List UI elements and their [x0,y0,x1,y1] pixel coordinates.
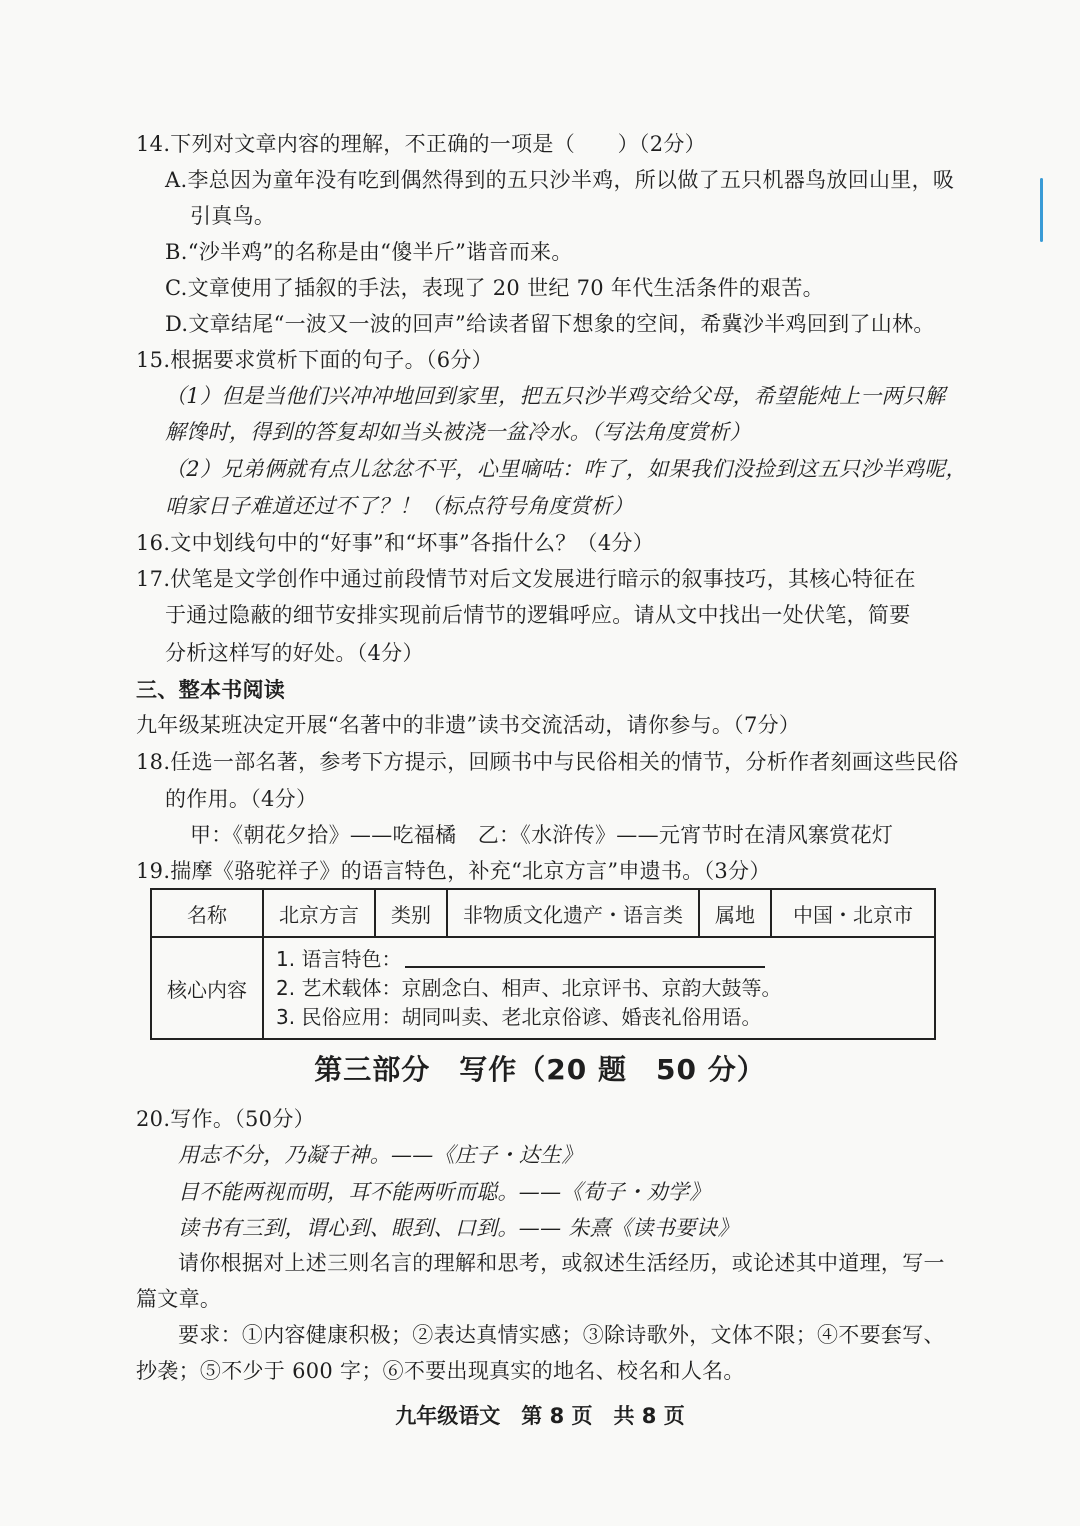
q20-requirements-cont: 抄袭；⑤不少于 600 字；⑥不要出现真实的地名、校名和人名。 [136,1359,745,1383]
activity-intro: 九年级某班决定开展“名著中的非遗”读书交流活动，请你参与。（7分） [136,713,801,737]
q18-line2: 的作用。（4分） [165,787,318,811]
q14-stem: 14.下列对文章内容的理解，不正确的一项是（ ）（2分） [136,132,706,156]
table-row [151,889,935,937]
core-content-cell [263,937,935,1039]
core-item-1 [276,944,922,974]
q14-option-c: C.文章使用了插叙的手法，表现了 20 世纪 70 年代生活条件的艰苦。 [165,276,824,300]
core-item-1-label: 1. 语言特色： [276,947,402,971]
q14-option-a: A.李总因为童年没有吃到偶然得到的五只沙半鸡，所以做了五只机器鸟放回山里，吸 [165,168,955,192]
blue-pen-mark [1040,178,1043,242]
type-value-cell: 非物质文化遗产・语言类 [447,889,699,937]
q19: 19.揣摩《骆驼祥子》的语言特色，补充“北京方言”申遗书。（3分） [136,859,771,883]
section-heading: 三、整本书阅读 [136,677,286,702]
q17-line2: 于通过隐蔽的细节安排实现前后情节的逻辑呼应。请从文中找出一处伏笔，简要 [165,603,911,627]
q18-line1: 18.任选一部名著，参考下方提示，回顾书中与民俗相关的情节，分析作者刻画这些民俗 [136,750,959,774]
name-value-cell: 北京方言 [263,889,375,937]
q17-line1: 17.伏笔是文学创作中通过前段情节对后文发展进行暗示的叙事技巧，其核心特征在 [136,567,916,591]
q14-option-d: D.文章结尾“一波又一波的回声”给读者留下想象的空间，希冀沙半鸡回到了山林。 [165,312,935,336]
q20-quote-3: 读书有三到，谓心到、眼到、口到。—— 朱熹《读书要诀》 [178,1216,739,1240]
page-footer: 九年级语文 第 8 页 共 8 页 [395,1404,685,1428]
q14-option-a-cont: 引真鸟。 [190,204,276,228]
core-item-2: 2. 艺术载体：京剧念白、相声、北京评书、京韵大鼓等。 [276,976,782,1000]
place-value-cell: 中国・北京市 [771,889,935,937]
q16: 16.文中划线句中的“好事”和“坏事”各指什么？（4分） [136,531,655,555]
q15-sentence2-cont: 咱家日子难道还过不了？！（标点符号角度赏析） [165,494,634,518]
place-label-cell: 属地 [699,889,771,937]
q15-sentence1-cont: 解馋时，得到的答复却如当头被浇一盆冷水。（写法角度赏析） [165,420,751,444]
q14-option-b: B.“沙半鸡”的名称是由“傻半斤”谐音而来。 [165,240,573,264]
core-label-cell: 核心内容 [151,937,263,1039]
q18-hint: 甲：《朝花夕拾》——吃福橘 乙：《水浒传》——元宵节时在清风寨赏花灯 [190,823,894,847]
q20-prompt-cont: 篇文章。 [136,1287,222,1311]
name-label-cell: 名称 [151,889,263,937]
q20-requirements: 要求：①内容健康积极；②表达真情实感；③除诗歌外，文体不限；④不要套写、 [178,1323,945,1347]
q15-sentence2: （2）兄弟俩就有点儿忿忿不平，心里嘀咕：咋了，如果我们没捡到这五只沙半鸡呢， [165,457,967,481]
type-label-cell: 类别 [375,889,447,937]
table-row [151,937,935,1039]
part-three-title: 第三部分 写作（20 题 50 分） [314,1053,766,1086]
q20-stem: 20.写作。（50分） [136,1107,315,1131]
core-item-3: 3. 民俗应用：胡同叫卖、老北京俗谚、婚丧礼俗用语。 [276,1005,762,1029]
q20-quote-1: 用志不分，乃凝于神。——《庄子・达生》 [178,1143,583,1167]
answer-blank[interactable] [405,944,765,968]
q15-stem: 15.根据要求赏析下面的句子。（6分） [136,348,493,372]
heritage-application-table [150,888,936,1040]
q15-sentence1: （1）但是当他们兴冲冲地回到家里，把五只沙半鸡交给父母，希望能炖上一两只解 [165,384,946,408]
q20-prompt: 请你根据对上述三则名言的理解和思考，或叙述生活经历，或论述其中道理，写一 [178,1251,945,1275]
q17-line3: 分析这样写的好处。（4分） [165,641,424,665]
q20-quote-2: 目不能两视而明，耳不能两听而聪。——《荀子・劝学》 [178,1180,711,1204]
